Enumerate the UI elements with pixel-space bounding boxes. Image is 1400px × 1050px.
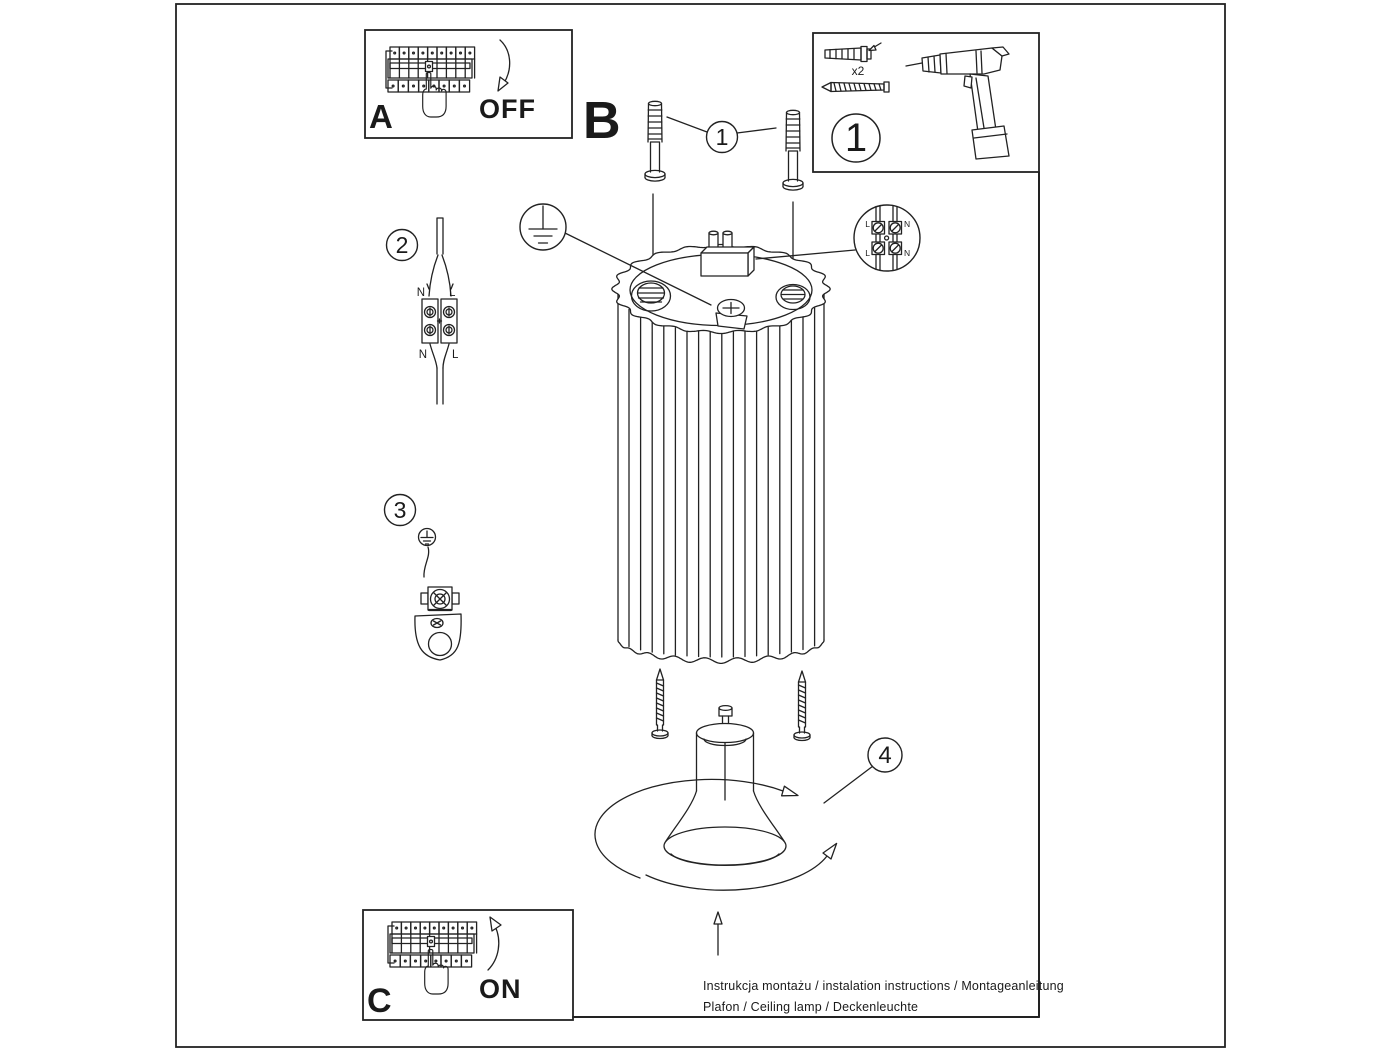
hand-press-icon: [425, 949, 448, 994]
lamp-cable-icon: [430, 344, 449, 404]
arrow-on-icon: [488, 917, 501, 970]
terminal-label-l-bottom: L: [865, 248, 870, 258]
terminal-label-n-bottom: N: [904, 248, 911, 258]
tools-panel: [813, 33, 1039, 172]
wire-label-n-bottom: N: [418, 349, 427, 361]
earth-clamp-icon: [421, 587, 459, 610]
panel-c-frame: [363, 910, 573, 1020]
panel-a-frame: [365, 30, 572, 138]
rotate-arrow-icon: [595, 779, 837, 890]
step-2-number: 2: [395, 232, 409, 258]
footer-line-2: Plafon / Ceiling lamp / Deckenleuchte: [703, 1000, 919, 1014]
screw-up-right: [794, 671, 810, 741]
earthing-step: [385, 495, 462, 661]
terminal-detail-circle: [854, 205, 920, 271]
masonry-screw-icon: [822, 82, 889, 92]
power-off-panel: [365, 30, 572, 138]
terminal-block-icon: [701, 231, 754, 276]
wire-label-l-bottom: L: [452, 349, 459, 361]
footer-title: [703, 979, 1064, 1014]
power-on-panel: [363, 910, 573, 1020]
wiring-step: [387, 218, 460, 404]
wire-connector-icon: [422, 299, 457, 343]
arrow-off-icon: [498, 40, 510, 91]
step-3-number: 3: [393, 497, 407, 523]
bulb-step: [595, 669, 902, 955]
terminal-label-n-top: N: [904, 219, 911, 229]
insert-arrow-icon: [714, 912, 722, 955]
step-1-number: 1: [844, 116, 868, 160]
screw-up-left: [652, 669, 668, 739]
earth-symbol-small-icon: [419, 529, 436, 546]
off-label: OFF: [479, 94, 536, 124]
mounting-bracket-icon: [415, 614, 461, 660]
mains-cable-icon: [427, 218, 453, 296]
wire-label-n-top: N: [416, 287, 425, 299]
earth-wire: [424, 547, 429, 577]
wall-plug-icon: [825, 43, 881, 62]
callout-1-number: 1: [715, 124, 729, 150]
footer-line-1: Instrukcja montażu / instalation instructions / Montageanleitung: [703, 979, 1064, 993]
hand-press-icon: [423, 72, 446, 117]
section-b-label: B: [583, 92, 621, 150]
callout-4-number: 4: [878, 742, 892, 769]
screw-with-anchor-left: [645, 101, 665, 181]
panel-c-label: C: [367, 982, 392, 1020]
drill-icon: [906, 47, 1009, 159]
lamp-shell: [618, 289, 824, 663]
lamp-body: [612, 231, 830, 663]
on-label: ON: [479, 974, 522, 1004]
panel-a-label: A: [369, 98, 393, 135]
quantity-label: x2: [851, 64, 865, 78]
wire-label-l-top: L: [449, 287, 456, 299]
screw-with-anchor-right: [783, 110, 803, 190]
terminal-label-l-top: L: [865, 219, 870, 229]
callout-4-leader: [824, 766, 873, 803]
